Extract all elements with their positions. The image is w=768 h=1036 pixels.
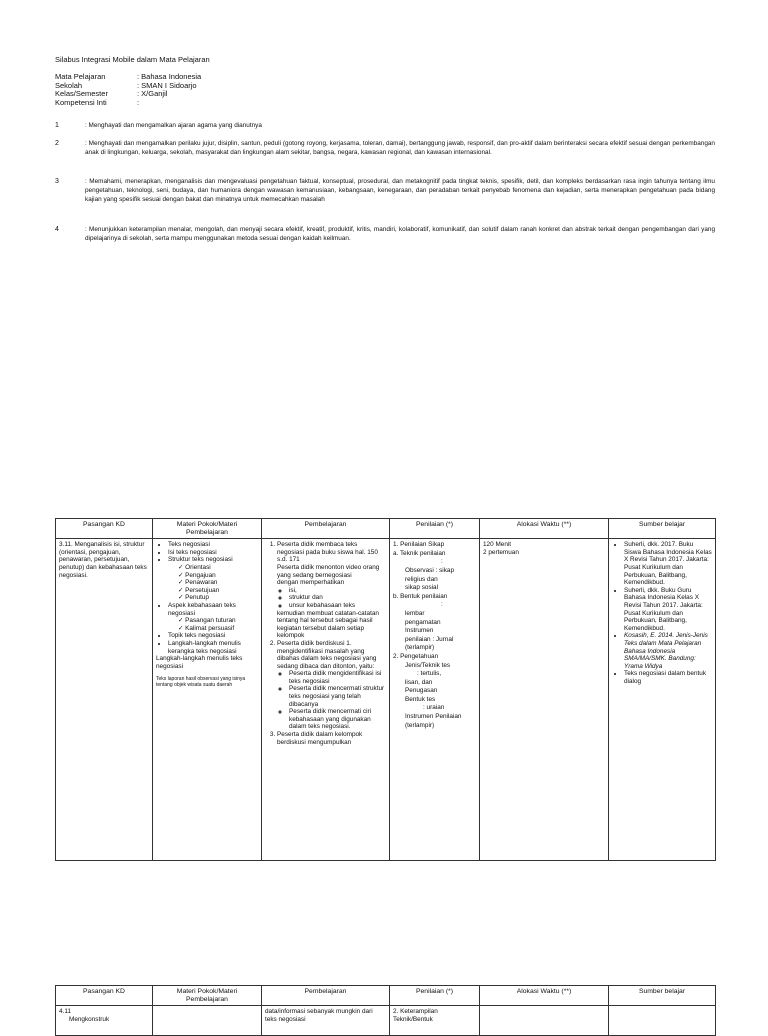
penilaian-line: lembar (405, 609, 425, 617)
meta-value: : (137, 97, 140, 107)
competency-number: 4 (55, 226, 59, 233)
cell-materi (153, 1006, 262, 1036)
cell-penilaian (390, 539, 480, 861)
list-item (168, 602, 258, 632)
table-header-row (56, 519, 716, 539)
meta-value: : X/Ganjil (137, 89, 168, 99)
header-materi: Materi Pokok/Materi Pembelajaran (153, 519, 262, 539)
meta-value: : SMAN I Sidoarjo (137, 80, 197, 90)
competency-number: 2 (55, 140, 59, 147)
source-text: Suherli, dkk. Buku Guru Bahasa Indonesia Kelas X Revisi Tahun 2017. Jakarta: Pusat Kurikulum dan Perbukuan, Balitbang, Kemendikbud. (624, 586, 703, 632)
cell-alokasi (480, 539, 609, 861)
list-item: ◦ Peserta didik mengidentifikasi isi teks negosiasi (289, 670, 386, 685)
penilaian-line: sikap sosial (405, 584, 439, 592)
header-materi: Materi Pokok/Materi Pembelajaran (153, 986, 262, 1006)
cell-materi (153, 539, 262, 861)
competency-text: : Menunjukkan keterampilan menalar, mengolah, dan menyaji secara efektif, kreatif, produktif, kritis, mandiri, kolaboratif, komunikatif, dan solutif dalam ranah konkret dan abstrak terkait dengan pengembangan dari yang dipelajarinya di sekolah, serta mampu menggunakan metoda sesuai dengan kaidah keilmuan. (85, 226, 715, 242)
materi-note: Teks laporan hasil observasi yang isinya tentang objek wisata suatu daerah (156, 676, 246, 689)
cell-kd (56, 539, 153, 861)
penilaian-line: lisan, dan (405, 678, 433, 686)
competency-number: 1 (55, 122, 59, 129)
header-sumber: Sumber belajar (609, 519, 716, 539)
meta-label: Kelas/Semester (55, 89, 108, 99)
source-item (624, 670, 712, 685)
list-item-text: Aspek kebahasaan teks negosiasi (168, 601, 236, 617)
penilaian-line: : (441, 601, 443, 609)
meta-label: Mata Pelajaran (55, 72, 106, 81)
penilaian-line: (terlampir) (405, 721, 435, 729)
table-row (56, 1006, 716, 1036)
penilaian-line: Instrumen Penilaian (405, 713, 462, 721)
penilaian-line: religius dan (405, 575, 438, 583)
meta-label: Sekolah (55, 80, 83, 90)
penilaian-line: pengamatan (405, 618, 441, 626)
header-sumber: Sumber belajar (609, 986, 716, 1006)
competency-text: : Memahami, menerapkan, menganalisis dan mengevaluasi pengetahuan faktual, konseptual, prosedural, dan metakognitif pada tingkat teknis, spesifik, detil, dan kompleks berdasarkan rasa ingin tahunya tentang ilmu pengetahuan, teknologi, seni, budaya, dan humaniora dengan wawasan kemanusiaan, kebangsaan, kenegaraan, dan peradaban terkait penyebab fenomena dan kejadian, serta menerapkan pengetahuan pada bidang kajian yang spesifik sesuai dengan bakat dan minatnya untuk memecahkan masalah (85, 178, 715, 203)
penilaian-line: : uraian (423, 704, 445, 712)
list-item: • Isi teks negosiasi (168, 549, 258, 557)
step-item (277, 640, 386, 731)
header-kd: Pasangan KD (56, 986, 153, 1006)
header-alokasi: Alokasi Waktu (**) (480, 986, 609, 1006)
cell-pembelajaran (262, 1006, 390, 1036)
competency-text: : Menghayati dan mengamalkan ajaran agama yang dianutnya (85, 122, 262, 129)
penilaian-line: 1. Penilaian Sikap (393, 541, 445, 549)
penilaian-line: 2. Pengetahuan (393, 652, 439, 660)
meta-label: Kompetensi Inti (55, 97, 107, 107)
penilaian-line: : (441, 558, 443, 566)
source-text: Teks negosiasi dalam bentuk dialog (624, 670, 707, 685)
meta-row-core (55, 99, 201, 108)
list-item: ◦ struktur dan (289, 594, 386, 602)
cell-sumber (609, 539, 716, 861)
list-item: • Teks negosiasi (168, 541, 258, 549)
penilaian-line: Penugasan (405, 687, 438, 695)
syllabus-table (55, 518, 716, 861)
list-item-text: Struktur teks negosiasi (168, 556, 233, 564)
penilaian-line: 2. Keterampilan Teknik/Bentuk (393, 1008, 438, 1023)
kd-text: Mengkonstruk (69, 1015, 110, 1023)
list-item: • Topik teks negosiasi (168, 632, 258, 640)
table-row (56, 539, 716, 861)
step-item: 3. Peserta didik dalam kelompok berdiskusi mengumpulkan (277, 731, 386, 746)
check-item: ✓ Orientasi (178, 564, 258, 572)
kd-number: 4.11 (59, 1008, 71, 1016)
header-pembelajaran: Pembelajaran (262, 986, 390, 1006)
cell-sumber (609, 1006, 716, 1036)
step-text: Peserta didik membaca teks negosiasi pada buku siswa hal. 150 s.d. 171 (277, 541, 378, 564)
check-item: ✓ Kalimat persuasif (178, 625, 258, 633)
penilaian-line: Observasi : sikap (405, 566, 455, 574)
list-item: • Langkah-langkah menulis kerangka teks negosiasi (168, 640, 258, 655)
cell-kd (56, 1006, 153, 1036)
check-item: ✓ Pengajuan (178, 572, 258, 580)
competency-1 (55, 122, 715, 131)
source-text: Suherli, dkk. 2017. Buku Siswa Bahasa Indonesia Kelas X Revisi Tahun 2017. Jakarta: Pusat Kurikulum dan Perbukuan, Balitbang, Kemendikbud. (624, 541, 712, 587)
penilaian-line: b. Bentuk penilaian (393, 592, 448, 600)
source-item (624, 587, 712, 633)
penilaian-line: Bentuk tes (405, 695, 436, 703)
check-item: ✓ Penutup (178, 594, 258, 602)
check-item: ✓ Pasangan tuturan (178, 617, 258, 625)
syllabus-table-continued (55, 985, 716, 1036)
check-item: ✓ Penawaran (178, 579, 258, 587)
cell-pembelajaran (262, 539, 390, 861)
source-text: Kosasih, E. 2014. Jenis-Jenis Teks dalam Mata Pelajaran Bahasa Indonesia SMA/MA/SMK. Bandung: Yrama Widya (624, 632, 708, 670)
header-penilaian: Penilaian (*) (390, 986, 480, 1006)
penilaian-line: : tertulis, (417, 670, 442, 678)
check-item: ✓ Persetujuan (178, 587, 258, 595)
source-item (624, 632, 712, 670)
list-item: ◦ Peserta didik mencermati ciri kebahasaan yang digunakan dalam teks negosiasi. (289, 708, 386, 731)
step-text: kemudian membuat catatan-catatan tentang hal tersebut sebagai hasil kegiatan tersebut dalam setiap kelompok (277, 609, 379, 640)
competency-4 (55, 226, 715, 244)
page-title: Silabus Integrasi Mobile dalam Mata Pelajaran (55, 55, 210, 64)
list-item (168, 556, 258, 602)
competency-3 (55, 178, 715, 204)
list-item: ◦ isi, (289, 587, 386, 595)
document-meta (55, 73, 201, 107)
materi-extra: Langkah-langkah menulis teks negosiasi (156, 655, 243, 670)
competency-text: : Menghayati dan mengamalkan perilaku jujur, disiplin, santun, peduli (gotong royong, kerjasama, toleran, damai), bertanggung jawab, responsif, dan pro-aktif dalam berinteraksi secara efektif sesuai dengan perkembangan anak di lingkungan, keluarga, sekolah, masyarakat dan lingkungan alam sekitar, bangsa, negara, kawasan regional, dan kawasan internasional. (85, 140, 715, 156)
header-kd: Pasangan KD (56, 519, 153, 539)
table-header-row (56, 986, 716, 1006)
meta-value: : Bahasa Indonesia (137, 72, 202, 81)
source-item (624, 541, 712, 587)
header-pembelajaran: Pembelajaran (262, 519, 390, 539)
step-text: Peserta didik berdiskusi 1. mengidentifikasi masalah yang dibahas dalam teks negosiasi yang sedang dibaca dan ditonton, yaitu: (277, 639, 377, 670)
penilaian-line: (terlampir) (405, 644, 435, 652)
competency-2 (55, 140, 715, 158)
step-text: data/informasi sebanyak mungkin dari teks negosiasi (265, 1008, 373, 1023)
competency-number: 3 (55, 178, 59, 185)
cell-alokasi (480, 1006, 609, 1036)
kd-text: 3.11. Menganalisis isi, struktur (orientasi, pengajuan, penawaran, persetujuan, penutup) dan kebahasaan teks negosiasi. (59, 541, 147, 579)
penilaian-line: penilaian : Jurnal (405, 635, 454, 643)
header-alokasi: Alokasi Waktu (**) (480, 519, 609, 539)
cell-penilaian (390, 1006, 480, 1036)
list-item: ◦ unsur kebahasaan teks (289, 602, 386, 610)
penilaian-line: Instrumen (405, 627, 434, 635)
step-text: Peserta didik menonton video orang yang sedang bernegosiasi (277, 563, 380, 579)
penilaian-line: Jenis/Teknik tes (405, 661, 451, 669)
penilaian-line: a. Teknik penilaian (393, 549, 446, 557)
list-item: ◦ Peserta didik mencermati struktur teks negosiasi yang telah dibacanya (289, 685, 386, 708)
header-penilaian: Penilaian (*) (390, 519, 480, 539)
alokasi-line: 2 pertemuan (483, 548, 519, 556)
step-item (277, 541, 386, 640)
alokasi-line: 120 Menit (483, 541, 512, 549)
step-text: dengan memperhatikan (277, 579, 345, 587)
